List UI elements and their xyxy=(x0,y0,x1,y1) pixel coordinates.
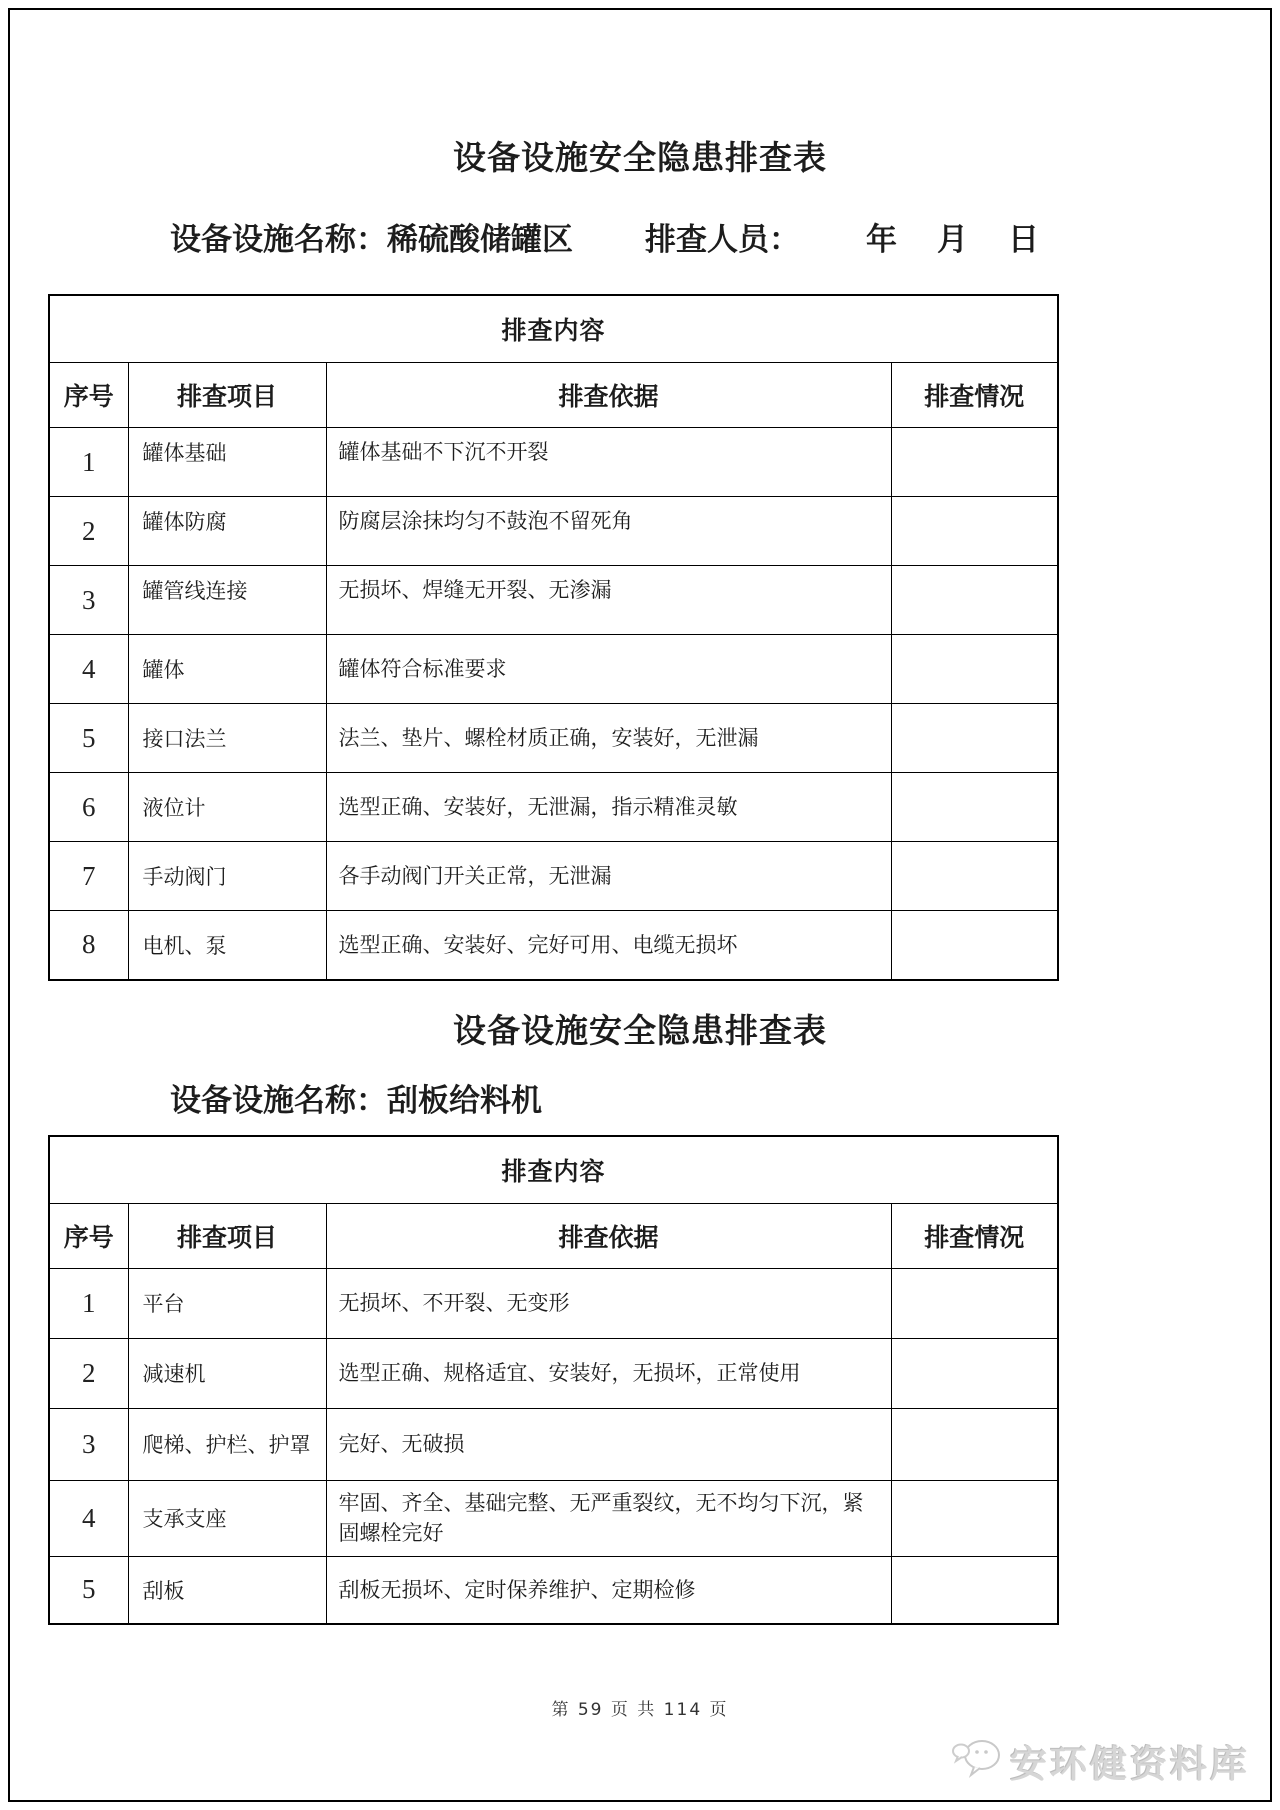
cell-basis: 罐体基础不下沉不开裂 xyxy=(326,428,891,497)
cell-status xyxy=(891,1268,1058,1338)
cell-no: 2 xyxy=(49,497,128,566)
equipment-name-label: 设备设施名称： xyxy=(170,222,387,257)
table-body xyxy=(49,428,1058,980)
section2-title: 设备设施安全隐患排查表 xyxy=(453,1013,827,1050)
cell-item: 平台 xyxy=(128,1268,326,1338)
cell-basis: 各手动阀门开关正常，无泄漏 xyxy=(326,842,891,911)
cell-status xyxy=(891,635,1058,704)
cell-basis: 无损坏、焊缝无开裂、无渗漏 xyxy=(326,566,891,635)
equipment-name-label: 设备设施名称： xyxy=(170,1082,387,1118)
cell-no: 6 xyxy=(49,773,128,842)
cell-item: 罐体 xyxy=(128,635,326,704)
watermark-text: 安环健资料库 xyxy=(1010,1745,1250,1786)
table-body xyxy=(49,1268,1058,1624)
cell-item: 罐体基础 xyxy=(128,428,326,497)
cell-status xyxy=(891,428,1058,497)
column-header-item: 排查项目 xyxy=(128,363,326,428)
cell-status xyxy=(891,704,1058,773)
cell-status xyxy=(891,1338,1058,1408)
cell-status xyxy=(891,1408,1058,1480)
cell-no: 4 xyxy=(49,1480,128,1556)
table-row xyxy=(49,1480,1058,1556)
cell-status xyxy=(891,566,1058,635)
cell-item: 手动阀门 xyxy=(128,842,326,911)
cell-no: 8 xyxy=(49,911,128,980)
cell-item: 电机、泵 xyxy=(128,911,326,980)
cell-no: 5 xyxy=(49,704,128,773)
section1-title: 设备设施安全隐患排查表 xyxy=(453,141,827,177)
inspector-label: 排查人员： xyxy=(645,222,800,257)
cell-basis: 选型正确、安装好，无泄漏，指示精准灵敏 xyxy=(326,773,891,842)
cell-item: 爬梯、护栏、护罩 xyxy=(128,1408,326,1480)
cell-no: 1 xyxy=(49,428,128,497)
column-header-no: 序号 xyxy=(49,363,128,428)
table-span-header-row xyxy=(49,1136,1058,1204)
table-row xyxy=(49,704,1058,773)
cell-basis: 选型正确、规格适宜、安装好，无损坏，正常使用 xyxy=(326,1338,891,1408)
cell-basis: 选型正确、安装好、完好可用、电缆无损坏 xyxy=(326,911,891,980)
cell-status xyxy=(891,842,1058,911)
column-header-basis: 排查依据 xyxy=(326,1203,891,1268)
cell-item: 罐管线连接 xyxy=(128,566,326,635)
table-row xyxy=(49,635,1058,704)
date-day-label: 日 xyxy=(1008,222,1039,257)
cell-status xyxy=(891,1556,1058,1624)
inspection-table-2 xyxy=(48,1135,1059,1626)
chat-bubbles-icon xyxy=(950,1737,1002,1786)
section1-subtitle xyxy=(170,222,1280,258)
equipment-name-value: 刮板给料机 xyxy=(387,1082,542,1118)
date-year-label: 年 xyxy=(866,222,897,257)
table-row xyxy=(49,911,1058,980)
cell-item: 支承支座 xyxy=(128,1480,326,1556)
column-header-status: 排查情况 xyxy=(891,1203,1058,1268)
column-header-no: 序号 xyxy=(49,1203,128,1268)
inspection-table-1 xyxy=(48,294,1059,981)
cell-no: 3 xyxy=(49,566,128,635)
cell-no: 2 xyxy=(49,1338,128,1408)
cell-basis: 罐体符合标准要求 xyxy=(326,635,891,704)
table-column-header-row xyxy=(49,363,1058,428)
cell-basis: 无损坏、不开裂、无变形 xyxy=(326,1268,891,1338)
cell-no: 4 xyxy=(49,635,128,704)
column-header-status: 排查情况 xyxy=(891,363,1058,428)
date-month-label: 月 xyxy=(937,222,968,257)
cell-basis: 防腐层涂抹均匀不鼓泡不留死角 xyxy=(326,497,891,566)
column-header-basis: 排查依据 xyxy=(326,363,891,428)
equipment-name-value: 稀硫酸储罐区 xyxy=(387,222,573,257)
cell-item: 罐体防腐 xyxy=(128,497,326,566)
cell-status xyxy=(891,497,1058,566)
watermark xyxy=(950,1734,1250,1788)
cell-no: 1 xyxy=(49,1268,128,1338)
cell-basis: 牢固、齐全、基础完整、无严重裂纹，无不均匀下沉，紧固螺栓完好 xyxy=(326,1480,891,1556)
cell-status xyxy=(891,911,1058,980)
cell-basis: 刮板无损坏、定时保养维护、定期检修 xyxy=(326,1556,891,1624)
cell-basis: 法兰、垫片、螺栓材质正确，安装好，无泄漏 xyxy=(326,704,891,773)
table-column-header-row xyxy=(49,1203,1058,1268)
table-span-header: 排查内容 xyxy=(49,1136,1058,1204)
column-header-item: 排查项目 xyxy=(128,1203,326,1268)
cell-status xyxy=(891,773,1058,842)
page-number-footer: 第 59 页 共 114 页 xyxy=(551,1700,729,1720)
table-row xyxy=(49,773,1058,842)
cell-no: 3 xyxy=(49,1408,128,1480)
table-row xyxy=(49,1268,1058,1338)
cell-status xyxy=(891,1480,1058,1556)
cell-item: 液位计 xyxy=(128,773,326,842)
cell-no: 5 xyxy=(49,1556,128,1624)
cell-basis: 完好、无破损 xyxy=(326,1408,891,1480)
table-row xyxy=(49,497,1058,566)
cell-no: 7 xyxy=(49,842,128,911)
table-row xyxy=(49,1338,1058,1408)
table-row xyxy=(49,1408,1058,1480)
cell-item: 刮板 xyxy=(128,1556,326,1624)
table-row xyxy=(49,566,1058,635)
table-span-header: 排查内容 xyxy=(49,295,1058,363)
table-row xyxy=(49,428,1058,497)
cell-item: 接口法兰 xyxy=(128,704,326,773)
table-span-header-row xyxy=(49,295,1058,363)
cell-item: 减速机 xyxy=(128,1338,326,1408)
table-row xyxy=(49,1556,1058,1624)
table-row xyxy=(49,842,1058,911)
section2-subtitle xyxy=(170,1083,1280,1119)
